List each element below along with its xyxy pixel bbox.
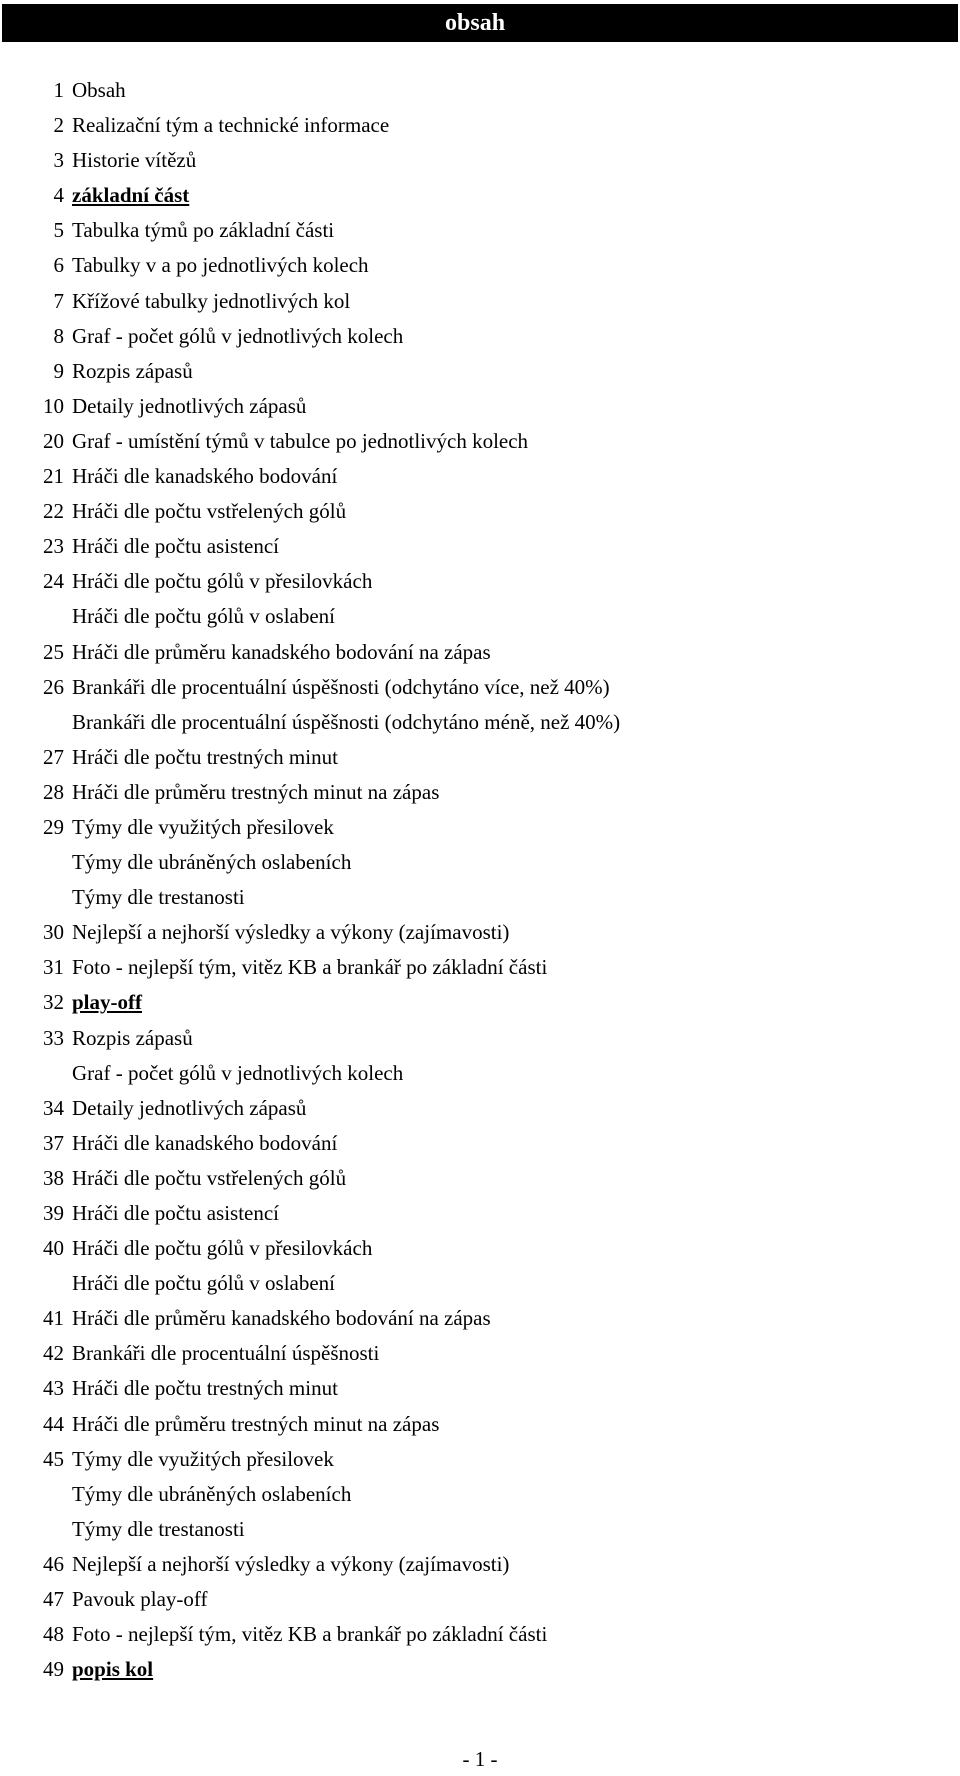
toc-entry[interactable]: [0, 1442, 960, 1477]
toc-entry[interactable]: [0, 424, 960, 459]
toc-page-number: 40: [43, 1236, 64, 1261]
toc-page-number: 41: [43, 1306, 64, 1331]
toc-entry[interactable]: [0, 1371, 960, 1406]
toc-page-number: 27: [43, 744, 64, 769]
toc-page-number: 30: [43, 920, 64, 945]
toc-entry-label[interactable]: Tabulka týmů po základní části: [72, 218, 335, 243]
toc-entry-label[interactable]: Brankáři dle procentuální úspěšnosti (odchytáno méně, než 40%): [72, 709, 621, 734]
toc-entry[interactable]: [0, 494, 960, 529]
toc-page-number: 2: [53, 113, 64, 138]
toc-entry[interactable]: [0, 1266, 960, 1301]
page-number: - 1 -: [462, 1747, 498, 1771]
toc-entry-label[interactable]: Brankáři dle procentuální úspěšnosti: [72, 1341, 380, 1366]
toc-entry[interactable]: [0, 880, 960, 915]
toc-page-number: 7: [53, 288, 64, 313]
toc-entry-label[interactable]: Hráči dle počtu trestných minut: [72, 744, 338, 769]
toc-page-number: 23: [43, 534, 64, 559]
toc-entry[interactable]: [0, 1126, 960, 1161]
toc-entry-label[interactable]: Brankáři dle procentuální úspěšnosti (odchytáno více, než 40%): [72, 674, 610, 699]
toc-page-number: 3: [53, 148, 64, 173]
toc-page-number: 45: [43, 1446, 64, 1471]
toc-entry-label[interactable]: Hráči dle průměru trestných minut na zápas: [72, 779, 440, 804]
toc-section-heading[interactable]: play-off: [72, 990, 142, 1015]
toc-entry[interactable]: [0, 1161, 960, 1196]
toc-page-number: 1: [53, 78, 64, 102]
toc-entry-label[interactable]: Graf - počet gólů v jednotlivých kolech: [72, 323, 404, 348]
toc-entry[interactable]: [0, 248, 960, 283]
toc-entry-label[interactable]: Hráči dle kanadského bodování: [72, 1130, 338, 1155]
toc-entry-label[interactable]: Týmy dle využitých přesilovek: [72, 814, 334, 839]
toc-entry[interactable]: [0, 564, 960, 599]
page-title: obsah: [445, 10, 506, 36]
toc-page-number: 29: [43, 814, 64, 839]
toc-entry[interactable]: [0, 1021, 960, 1056]
toc-entry[interactable]: [0, 1336, 960, 1371]
toc-entry[interactable]: [0, 1547, 960, 1582]
toc-entry[interactable]: [0, 459, 960, 494]
toc-entry[interactable]: [0, 1582, 960, 1617]
toc-entry[interactable]: [0, 108, 960, 143]
toc-page-number: 46: [43, 1551, 64, 1576]
toc-section-heading[interactable]: základní část: [72, 183, 190, 208]
toc-entry-label[interactable]: Pavouk play-off: [72, 1587, 208, 1612]
toc-entry-label[interactable]: Hráči dle počtu vstřelených gólů: [72, 499, 347, 524]
toc-entry-label[interactable]: Hráči dle počtu asistencí: [72, 1201, 280, 1225]
toc-entry-label[interactable]: Foto - nejlepší tým, vitěz KB a brankář po základní části: [72, 955, 548, 980]
toc-entry-label[interactable]: Hráči dle počtu asistencí: [72, 534, 280, 559]
toc-entry-label[interactable]: Hráči dle počtu gólů v oslabení: [72, 1271, 336, 1296]
toc-page-number: 9: [53, 358, 64, 383]
toc-page-number: 47: [43, 1587, 64, 1612]
toc-entry[interactable]: [0, 319, 960, 354]
toc-entry[interactable]: [0, 178, 960, 213]
toc-entry[interactable]: [0, 915, 960, 950]
toc-entry[interactable]: [0, 845, 960, 880]
toc-entry-label[interactable]: Křížové tabulky jednotlivých kol: [72, 288, 351, 313]
toc-entry[interactable]: [0, 740, 960, 775]
toc-entry-label[interactable]: Hráči dle počtu gólů v přesilovkách: [72, 569, 373, 594]
toc-page-number: 39: [43, 1201, 64, 1225]
toc-page-number: 28: [43, 779, 64, 804]
toc-page-number: 33: [43, 1025, 64, 1050]
toc-page-number: 8: [53, 323, 64, 348]
toc-entry[interactable]: [0, 1477, 960, 1512]
toc-entry[interactable]: [0, 1301, 960, 1336]
toc-entry[interactable]: [0, 705, 960, 740]
toc-page-number: 10: [43, 393, 64, 418]
toc-entry-label[interactable]: Týmy dle trestanosti: [72, 1516, 245, 1541]
toc-page-number: 21: [43, 464, 64, 489]
toc-page-number: 25: [43, 639, 64, 664]
toc-entry-label[interactable]: Hráči dle počtu trestných minut: [72, 1376, 338, 1401]
toc-entry-label[interactable]: Hráči dle počtu gólů v oslabení: [72, 604, 336, 629]
toc-page-number: 48: [43, 1622, 64, 1647]
toc-entry[interactable]: [0, 775, 960, 810]
toc-entry-label[interactable]: Rozpis zápasů: [72, 358, 193, 383]
toc-section-heading[interactable]: popis kol: [72, 1657, 154, 1682]
toc-page-number: 44: [43, 1411, 64, 1436]
toc-page-number: 32: [43, 990, 64, 1015]
toc-entry-label[interactable]: Týmy dle využitých přesilovek: [72, 1446, 334, 1471]
toc-entry[interactable]: [0, 950, 960, 985]
toc-entry[interactable]: [0, 1091, 960, 1126]
toc-entry[interactable]: [0, 599, 960, 634]
toc-entry-label[interactable]: Realizační tým a technické informace: [72, 113, 390, 138]
toc-entry[interactable]: [0, 143, 960, 178]
toc-entry-label[interactable]: Hráči dle průměru kanadského bodování na zápas: [72, 1306, 491, 1331]
toc-entry-label[interactable]: Graf - umístění týmů v tabulce po jednotlivých kolech: [72, 428, 529, 453]
toc-entry-label[interactable]: Hráči dle počtu gólů v přesilovkách: [72, 1236, 373, 1261]
toc-entry[interactable]: [0, 635, 960, 670]
toc-entry-label[interactable]: Foto - nejlepší tým, vitěz KB a brankář po základní části: [72, 1622, 548, 1647]
toc-page-number: 34: [43, 1095, 64, 1120]
toc-entry-label[interactable]: Detaily jednotlivých zápasů: [72, 393, 307, 418]
toc-entry[interactable]: [0, 1652, 960, 1687]
toc-page-number: 22: [43, 499, 64, 524]
toc-entry[interactable]: [0, 1196, 960, 1231]
toc-entry-label[interactable]: Hráči dle počtu vstřelených gólů: [72, 1165, 347, 1190]
toc-entry-label[interactable]: Tabulky v a po jednotlivých kolech: [72, 253, 369, 278]
toc-entry-label[interactable]: Týmy dle ubráněných oslabeních: [72, 1481, 352, 1506]
toc-entry-label[interactable]: Týmy dle ubráněných oslabeních: [72, 850, 352, 875]
toc-entry-label[interactable]: Hráči dle průměru trestných minut na zápas: [72, 1411, 440, 1436]
toc-entry-label[interactable]: Historie vítězů: [72, 148, 197, 173]
toc-page-number: 24: [43, 569, 64, 594]
toc-page-number: 5: [53, 218, 64, 243]
toc-entry[interactable]: [0, 810, 960, 845]
header-bar: [2, 4, 958, 42]
toc-entry-label[interactable]: Týmy dle trestanosti: [72, 885, 245, 910]
toc-entry[interactable]: [0, 389, 960, 424]
toc-entry[interactable]: [0, 1617, 960, 1652]
table-of-contents: [0, 73, 960, 1687]
toc-entry[interactable]: [0, 284, 960, 319]
toc-entry[interactable]: [0, 73, 960, 108]
toc-entry[interactable]: [0, 670, 960, 705]
toc-entry-label[interactable]: Nejlepší a nejhorší výsledky a výkony (zajímavosti): [72, 1551, 510, 1576]
toc-entry[interactable]: [0, 1407, 960, 1442]
toc-entry-label[interactable]: Nejlepší a nejhorší výsledky a výkony (zajímavosti): [72, 920, 510, 945]
toc-entry-label[interactable]: Hráči dle průměru kanadského bodování na zápas: [72, 639, 491, 664]
toc-entry[interactable]: [0, 354, 960, 389]
toc-page-number: 6: [53, 253, 64, 278]
toc-entry[interactable]: [0, 1056, 960, 1091]
toc-page-number: 43: [43, 1376, 64, 1401]
toc-page-number: 38: [43, 1165, 64, 1190]
toc-page-number: 4: [53, 183, 64, 208]
toc-page-number: 31: [43, 955, 64, 980]
toc-entry-label[interactable]: Hráči dle kanadského bodování: [72, 464, 338, 489]
toc-page-number: 26: [43, 674, 64, 699]
toc-page-number: 42: [43, 1341, 64, 1366]
toc-page-number: 37: [43, 1130, 64, 1155]
toc-page-number: 49: [43, 1657, 64, 1682]
toc-page-number: 20: [43, 428, 64, 453]
toc-entry-label[interactable]: Obsah: [72, 78, 126, 102]
toc-entry[interactable]: [0, 213, 960, 248]
toc-entry[interactable]: [0, 1231, 960, 1266]
toc-entry[interactable]: [0, 529, 960, 564]
toc-entry-label[interactable]: Graf - počet gólů v jednotlivých kolech: [72, 1060, 404, 1085]
toc-entry-label[interactable]: Rozpis zápasů: [72, 1025, 193, 1050]
toc-entry[interactable]: [0, 1512, 960, 1547]
toc-entry[interactable]: [0, 985, 960, 1020]
toc-entry-label[interactable]: Detaily jednotlivých zápasů: [72, 1095, 307, 1120]
